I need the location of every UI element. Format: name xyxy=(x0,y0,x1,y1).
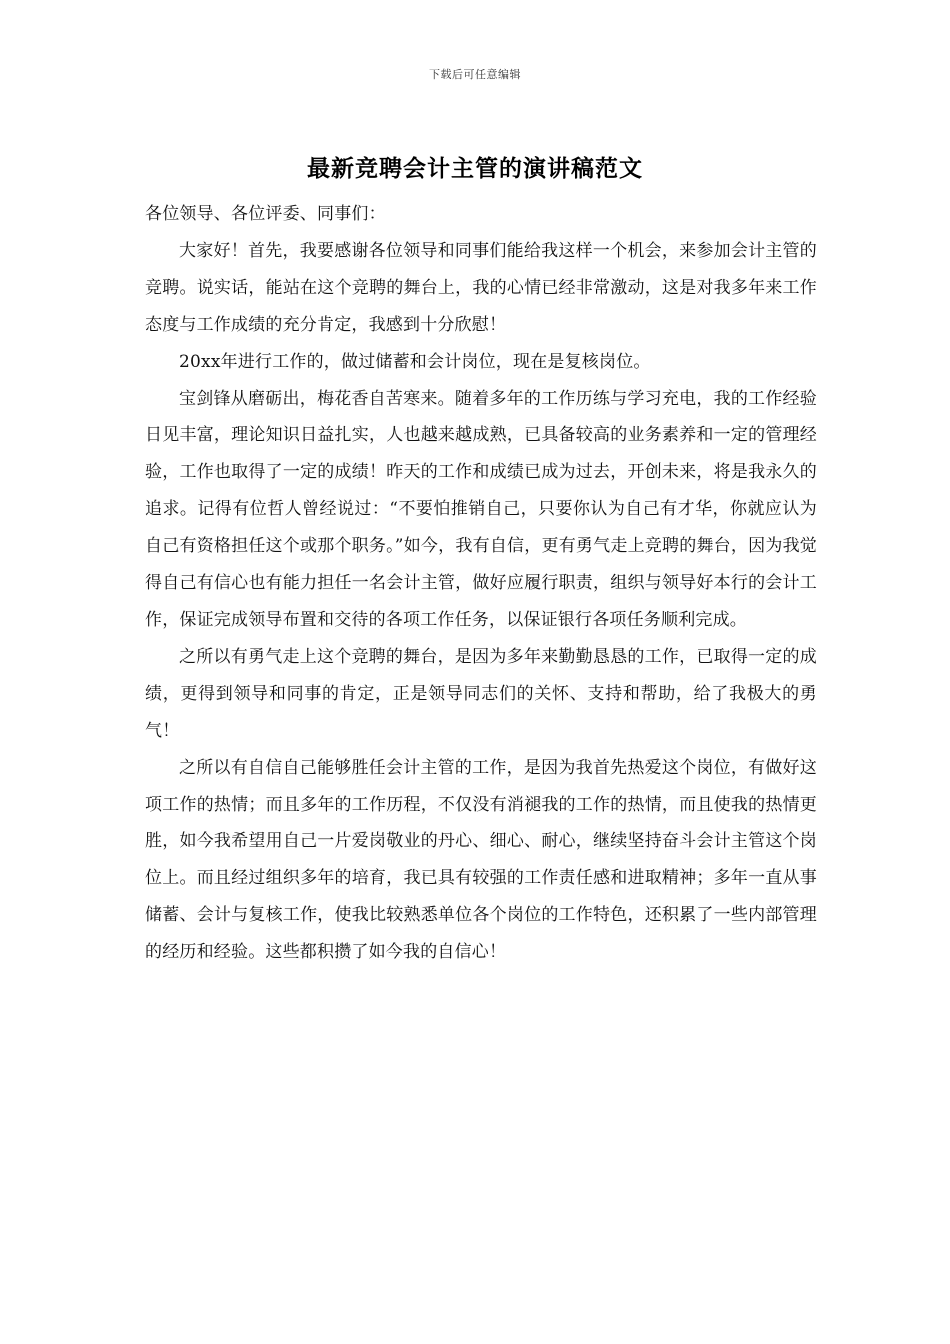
document-title: 最新竞聘会计主管的演讲稿范文 xyxy=(307,155,643,182)
paragraph-5: 之所以有自信自己能够胜任会计主管的工作，是因为我首先热爱这个岗位，有做好这项工作的热情；而且多年的工作历程，不仅没有消褪我的工作的热情，而且使我的热情更胜，如今我希望用自己一片爱岗敬业的丹心、细心、耐心，继续坚持奋斗会计主管这个岗位上。而且经过组织多年的培育，我已具有较强的工作责任感和进取精神；多年一直从事储蓄、会计与复核工作，使我比较熟悉单位各个岗位的工作特色，还积累了一些内部管理的经历和经验。这些都积攒了如今我的自信心！ xyxy=(145,757,817,963)
page-header-note: 下载后可任意编辑 xyxy=(429,68,521,81)
paragraph-4: 之所以有勇气走上这个竞聘的舞台，是因为多年来勤勤恳恳的工作，已取得一定的成绩，更得到领导和同事的肯定，正是领导同志们的关怀、支持和帮助，给了我极大的勇气！ xyxy=(145,646,817,741)
paragraph-1: 大家好！首先，我要感谢各位领导和同事们能给我这样一个机会，来参加会计主管的竞聘。说实话，能站在这个竞聘的舞台上，我的心情已经非常激动，这是对我多年来工作态度与工作成绩的充分肯定，我感到十分欣慰！ xyxy=(145,240,817,335)
paragraph-2: 20xx年进行工作的，做过储蓄和会计岗位，现在是复核岗位。 xyxy=(179,351,651,372)
salutation: 各位领导、各位评委、同事们： xyxy=(145,204,386,224)
document-body xyxy=(145,196,817,971)
paragraph-3: 宝剑锋从磨砺出，梅花香自苦寒来。随着多年的工作历练与学习充电，我的工作经验日见丰富，理论知识日益扎实，人也越来越成熟，已具备较高的业务素养和一定的管理经验，工作也取得了一定的成绩！昨天的工作和成绩已成为过去，开创未来，将是我永久的追求。记得有位哲人曾经说过：“不要怕推销自己，只要你认为自己有才华，你就应认为自己有资格担任这个或那个职务。”如今，我有自信，更有勇气走上竞聘的舞台，因为我觉得自己有信心也有能力担任一名会计主管，做好应履行职责，组织与领导好本行的会计工作，保证完成领导布置和交待的各项工作任务，以保证银行各项任务顺利完成。 xyxy=(145,388,817,630)
